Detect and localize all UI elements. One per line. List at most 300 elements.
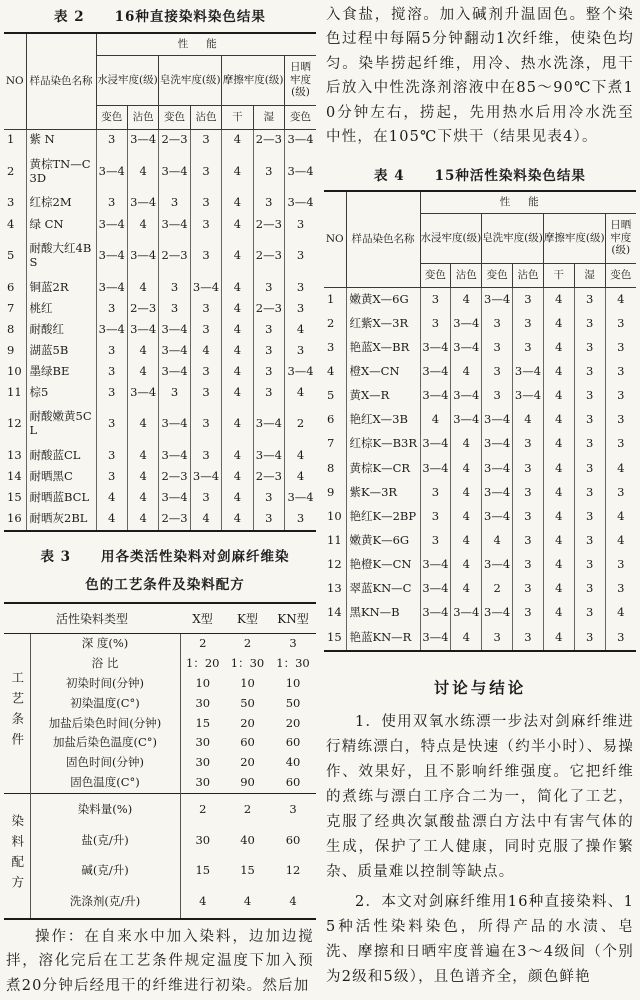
process-value: 3 bbox=[270, 794, 316, 826]
table-4-body bbox=[324, 287, 636, 651]
fastness-grade: 3—4 bbox=[127, 382, 158, 403]
process-value: 30 bbox=[195, 695, 211, 710]
fastness-grade: 4 bbox=[543, 625, 574, 651]
fastness-grade: 4 bbox=[543, 432, 574, 456]
table-row bbox=[4, 633, 316, 654]
fastness-grade: 4 bbox=[451, 529, 482, 553]
table-row bbox=[4, 151, 316, 193]
group-label bbox=[4, 794, 30, 919]
fastness-grade: 3 bbox=[190, 151, 221, 193]
direct-dye-results-table bbox=[4, 32, 316, 532]
dye-name: 艳红X—3B bbox=[346, 408, 420, 432]
dye-name: 耐酸蓝CL bbox=[26, 445, 96, 466]
table-row bbox=[4, 361, 316, 382]
fastness-grade: 4 bbox=[605, 287, 636, 312]
fastness-grade: 2—3 bbox=[127, 298, 158, 319]
process-value: 10 bbox=[195, 675, 211, 690]
fastness-grade: 3—4 bbox=[159, 340, 190, 361]
fastness-grade: 3 bbox=[513, 505, 544, 529]
row-number: 8 bbox=[4, 319, 26, 340]
fastness-grade: 3 bbox=[420, 505, 451, 529]
fastness-grade: 4 bbox=[451, 481, 482, 505]
header-light-fastness: 日晒牢度(级) bbox=[285, 55, 316, 105]
table-2-label: 表 2 bbox=[54, 9, 85, 25]
fastness-grade: 4 bbox=[127, 466, 158, 487]
reactive-dye-results-table bbox=[324, 190, 636, 652]
header-water-fastness: 水浸牢度(级) bbox=[420, 213, 482, 263]
table-row bbox=[324, 432, 636, 456]
header-sub: 沾色 bbox=[190, 105, 221, 129]
fastness-grade: 4 bbox=[543, 312, 574, 336]
process-value: 40 bbox=[240, 832, 255, 847]
conclusions bbox=[326, 710, 634, 990]
fastness-grade: 4 bbox=[127, 277, 158, 298]
table-row bbox=[324, 384, 636, 408]
fastness-grade: 3 bbox=[285, 214, 316, 235]
fastness-grade: 2—3 bbox=[253, 235, 284, 277]
fastness-grade: 3—4 bbox=[127, 129, 158, 151]
body-paragraph-right: 入食盐，搅溶。加入碱剂升温固色。整个染色过程中每隔5分钟翻动1次纤维，使染色均匀。染毕捞起纤维，用冷、热水洗涤，甩干后放入中性洗涤剂溶液中在85～90℃下煮10分钟左右，捞起，先用热水后用冷水洗至中性，在105℃下烘干（结果见表4）。 bbox=[326, 7, 634, 146]
fastness-grade: 4 bbox=[96, 508, 127, 531]
fastness-grade: 3—4 bbox=[285, 193, 316, 214]
fastness-grade: 3 bbox=[605, 553, 636, 577]
fastness-grade: 3 bbox=[253, 151, 284, 193]
fastness-grade: 3 bbox=[96, 129, 127, 151]
row-number: 13 bbox=[4, 445, 26, 466]
table-4-title bbox=[324, 163, 636, 189]
fastness-grade: 3—4 bbox=[420, 384, 451, 408]
body-paragraph-left: 操作：在自来水中加入染料，边加边搅拌，溶化完后在工艺条件规定温度下加入预煮20分钟后经甩干的纤维进行初染。然后加 bbox=[6, 929, 314, 994]
fastness-grade: 3 bbox=[513, 432, 544, 456]
fastness-grade: 2—3 bbox=[253, 298, 284, 319]
process-item: 加盐后染色时间(分钟) bbox=[30, 713, 180, 733]
table-row bbox=[4, 794, 316, 826]
process-item: 碱(克/升) bbox=[30, 856, 180, 886]
process-value: 2 bbox=[199, 635, 207, 650]
table-row bbox=[4, 856, 316, 886]
process-value: 4 bbox=[243, 894, 252, 909]
process-value: 40 bbox=[285, 755, 301, 770]
fastness-grade: 3 bbox=[605, 577, 636, 601]
fastness-grade: 3—4 bbox=[420, 432, 451, 456]
row-number: 11 bbox=[4, 382, 26, 403]
fastness-grade: 3 bbox=[605, 384, 636, 408]
fastness-grade: 4 bbox=[222, 361, 253, 382]
table-row bbox=[4, 235, 316, 277]
fastness-grade: 4 bbox=[222, 129, 253, 151]
fastness-grade: 2—3 bbox=[159, 235, 190, 277]
dye-name: 黄棕TN—C3D bbox=[26, 151, 96, 193]
process-value: 60 bbox=[285, 832, 301, 847]
fastness-grade: 2—3 bbox=[253, 466, 284, 487]
fastness-grade: 3 bbox=[513, 577, 544, 601]
header-sub: 变色 bbox=[482, 263, 513, 287]
fastness-grade: 3 bbox=[605, 408, 636, 432]
fastness-grade: 3—4 bbox=[482, 287, 513, 312]
process-item: 洗涤剂(克/升) bbox=[30, 886, 180, 919]
process-value: 60 bbox=[240, 735, 255, 750]
table-row bbox=[4, 773, 316, 794]
fastness-grade: 3 bbox=[96, 403, 127, 445]
header-sub: 变色 bbox=[159, 105, 190, 129]
table-4 bbox=[324, 190, 636, 652]
dye-name: 耐晒灰2BL bbox=[26, 508, 96, 531]
fastness-grade: 3 bbox=[96, 466, 127, 487]
fastness-grade: 3 bbox=[513, 625, 544, 651]
fastness-grade: 4 bbox=[127, 361, 158, 382]
table-2 bbox=[4, 32, 316, 532]
dye-name: 铜蓝2R bbox=[26, 277, 96, 298]
conclusion-paragraph: 1．使用双氧水练漂一步法对剑麻纤维进行精练漂白，特点是快速（约半小时）、易操作、效果好，且不影响纤维强度。它把纤维的煮练与漂白工序合二为一，简化了工艺，克服了经典次氯酸盐漂白方法中有害气体的生成，保护了工人健康，同时克服了操作繁杂、质量难以控制等缺点。 bbox=[326, 714, 634, 880]
header-no: NO bbox=[4, 33, 26, 129]
process-value: 90 bbox=[240, 775, 255, 790]
fastness-grade: 3—4 bbox=[513, 384, 544, 408]
fastness-grade: 3—4 bbox=[482, 481, 513, 505]
fastness-grade: 4 bbox=[605, 529, 636, 553]
fastness-grade: 4 bbox=[543, 336, 574, 360]
group-label-text: 染料配方 bbox=[9, 813, 25, 896]
process-item: 初染温度(C°) bbox=[30, 694, 180, 714]
fastness-grade: 3—4 bbox=[285, 151, 316, 193]
process-value: 20 bbox=[285, 715, 301, 730]
process-value: 50 bbox=[285, 695, 301, 710]
fastness-grade: 3 bbox=[513, 456, 544, 480]
fastness-grade: 3 bbox=[605, 360, 636, 384]
fastness-grade: 3—4 bbox=[451, 312, 482, 336]
fastness-grade: 3 bbox=[253, 193, 284, 214]
table-row bbox=[4, 277, 316, 298]
fastness-grade: 3—4 bbox=[159, 151, 190, 193]
row-number: 10 bbox=[4, 361, 26, 382]
dye-name: 紫 N bbox=[26, 129, 96, 151]
table-row bbox=[4, 654, 316, 674]
row-number: 12 bbox=[4, 403, 26, 445]
header-sample-name: 样品染色名称 bbox=[346, 191, 420, 287]
fastness-grade: 4 bbox=[543, 577, 574, 601]
fastness-grade: 4 bbox=[420, 408, 451, 432]
dye-name: 红紫X—3R bbox=[346, 312, 420, 336]
fastness-grade: 3—4 bbox=[159, 487, 190, 508]
dye-name: 黄X—R bbox=[346, 384, 420, 408]
fastness-grade: 3 bbox=[285, 235, 316, 277]
fastness-grade: 3 bbox=[190, 445, 221, 466]
fastness-grade: 4 bbox=[285, 319, 316, 340]
dye-name: 湖蓝5B bbox=[26, 340, 96, 361]
process-value: 30 bbox=[195, 755, 211, 770]
dye-name: 艳红K—2BP bbox=[346, 505, 420, 529]
fastness-grade: 3 bbox=[96, 340, 127, 361]
fastness-grade: 3 bbox=[574, 553, 605, 577]
fastness-grade: 4 bbox=[222, 298, 253, 319]
table-row bbox=[4, 487, 316, 508]
fastness-grade: 3—4 bbox=[482, 456, 513, 480]
process-value: 15 bbox=[195, 715, 211, 730]
process-item: 染料量(%) bbox=[30, 794, 180, 826]
table-row bbox=[324, 577, 636, 601]
fastness-grade: 3—4 bbox=[482, 505, 513, 529]
fastness-grade: 4 bbox=[451, 432, 482, 456]
header-column: X型 bbox=[180, 603, 225, 633]
fastness-grade: 3 bbox=[420, 481, 451, 505]
row-number: 2 bbox=[4, 151, 26, 193]
process-value: 10 bbox=[240, 675, 255, 690]
fastness-grade: 4 bbox=[222, 487, 253, 508]
fastness-grade: 4 bbox=[543, 408, 574, 432]
fastness-grade: 3—4 bbox=[420, 336, 451, 360]
fastness-grade: 4 bbox=[285, 445, 316, 466]
row-number: 5 bbox=[4, 235, 26, 277]
fastness-grade: 3 bbox=[574, 384, 605, 408]
fastness-grade: 3—4 bbox=[96, 214, 127, 235]
fastness-grade: 4 bbox=[543, 529, 574, 553]
fastness-grade: 4 bbox=[482, 529, 513, 553]
dye-name: 艳蓝X—BR bbox=[346, 336, 420, 360]
fastness-grade: 4 bbox=[222, 235, 253, 277]
fastness-grade: 3 bbox=[513, 529, 544, 553]
fastness-grade: 4 bbox=[96, 487, 127, 508]
dye-name: 墨绿BE bbox=[26, 361, 96, 382]
fastness-grade: 2 bbox=[482, 577, 513, 601]
process-value: 1：30 bbox=[276, 655, 310, 670]
fastness-grade: 3—4 bbox=[159, 403, 190, 445]
dye-name: 翠蓝KN—C bbox=[346, 577, 420, 601]
fastness-grade: 4 bbox=[222, 403, 253, 445]
table-row bbox=[4, 445, 316, 466]
fastness-grade: 4 bbox=[190, 508, 221, 531]
fastness-grade: 4 bbox=[285, 382, 316, 403]
fastness-grade: 3 bbox=[513, 312, 544, 336]
fastness-grade: 3 bbox=[96, 361, 127, 382]
table-row bbox=[4, 298, 316, 319]
process-value: 60 bbox=[285, 775, 301, 790]
fastness-grade: 3 bbox=[482, 384, 513, 408]
row-number: 7 bbox=[4, 298, 26, 319]
dye-name: 耐酸红 bbox=[26, 319, 96, 340]
process-item: 盐(克/升) bbox=[30, 825, 180, 855]
fastness-grade: 4 bbox=[222, 445, 253, 466]
row-number: 10 bbox=[324, 505, 346, 529]
table-2-caption: 16种直接染料染色结果 bbox=[114, 9, 266, 25]
process-value: 20 bbox=[240, 715, 255, 730]
fastness-grade: 3 bbox=[605, 336, 636, 360]
header-sub: 沾色 bbox=[127, 105, 158, 129]
group-label bbox=[4, 633, 30, 794]
fastness-grade: 3—4 bbox=[451, 601, 482, 625]
fastness-grade: 4 bbox=[451, 456, 482, 480]
table-row bbox=[324, 481, 636, 505]
fastness-grade: 3 bbox=[513, 601, 544, 625]
table-row bbox=[4, 193, 316, 214]
fastness-grade: 4 bbox=[222, 277, 253, 298]
header-sub: 湿 bbox=[574, 263, 605, 287]
fastness-grade: 3—4 bbox=[159, 319, 190, 340]
table-2-title bbox=[4, 4, 316, 30]
fastness-grade: 3 bbox=[605, 625, 636, 651]
fastness-grade: 3 bbox=[190, 382, 221, 403]
header-soaping-fastness: 皂洗牢度(级) bbox=[159, 55, 222, 105]
fastness-grade: 3 bbox=[190, 487, 221, 508]
fastness-grade: 4 bbox=[285, 466, 316, 487]
process-value: 4 bbox=[199, 894, 207, 909]
process-item: 固色温度(C°) bbox=[30, 773, 180, 794]
fastness-grade: 3 bbox=[574, 336, 605, 360]
header-soaping-fastness: 皂洗牢度(级) bbox=[482, 213, 544, 263]
fastness-grade: 3 bbox=[285, 508, 316, 531]
table-3-body bbox=[4, 633, 316, 919]
process-item: 浴 比 bbox=[30, 654, 180, 674]
table-row bbox=[324, 456, 636, 480]
fastness-grade: 3 bbox=[190, 298, 221, 319]
fastness-grade: 3—4 bbox=[451, 408, 482, 432]
header-sub: 沾色 bbox=[513, 263, 544, 287]
row-number: 14 bbox=[4, 466, 26, 487]
table-3 bbox=[4, 602, 316, 920]
fastness-grade: 4 bbox=[127, 340, 158, 361]
fastness-grade: 4 bbox=[222, 508, 253, 531]
group-label-text: 工艺条件 bbox=[9, 670, 25, 753]
header-dye-type: 活性染料类型 bbox=[4, 603, 180, 633]
table-row bbox=[4, 340, 316, 361]
header-properties: 性能 bbox=[420, 191, 636, 213]
process-value: 30 bbox=[195, 735, 211, 750]
row-number: 6 bbox=[324, 408, 346, 432]
fastness-grade: 4 bbox=[127, 151, 158, 193]
row-number: 4 bbox=[4, 214, 26, 235]
table-4-label: 表 4 bbox=[374, 168, 405, 184]
fastness-grade: 4 bbox=[543, 287, 574, 312]
table-row bbox=[324, 336, 636, 360]
header-sub: 干 bbox=[543, 263, 574, 287]
table-row bbox=[4, 466, 316, 487]
dye-name: 棕5 bbox=[26, 382, 96, 403]
row-number: 3 bbox=[4, 193, 26, 214]
fastness-grade: 3—4 bbox=[482, 408, 513, 432]
process-value: 15 bbox=[240, 863, 255, 878]
fastness-grade: 3—4 bbox=[482, 553, 513, 577]
fastness-grade: 2—3 bbox=[253, 214, 284, 235]
table-row bbox=[324, 505, 636, 529]
fastness-grade: 3 bbox=[574, 625, 605, 651]
table-row bbox=[4, 508, 316, 531]
dye-name: 桃红 bbox=[26, 298, 96, 319]
table-4-header bbox=[324, 191, 636, 287]
fastness-grade: 4 bbox=[543, 384, 574, 408]
fastness-grade: 4 bbox=[605, 505, 636, 529]
process-conditions-table bbox=[4, 602, 316, 920]
fastness-grade: 3—4 bbox=[253, 403, 284, 445]
table-3-title bbox=[34, 543, 296, 599]
process-value: 15 bbox=[195, 863, 211, 878]
fastness-grade: 3 bbox=[253, 508, 284, 531]
header-sample-name: 样品染色名称 bbox=[26, 33, 96, 129]
fastness-grade: 3 bbox=[482, 625, 513, 651]
process-item: 深 度(%) bbox=[30, 633, 180, 654]
dye-name: 耐晒蓝BCL bbox=[26, 487, 96, 508]
fastness-grade: 4 bbox=[222, 319, 253, 340]
fastness-grade: 2—3 bbox=[159, 466, 190, 487]
fastness-grade: 3—4 bbox=[420, 601, 451, 625]
fastness-grade: 4 bbox=[222, 151, 253, 193]
fastness-grade: 4 bbox=[127, 403, 158, 445]
table-row bbox=[4, 319, 316, 340]
table-row bbox=[324, 625, 636, 651]
header-sub: 沾色 bbox=[451, 263, 482, 287]
header-rubbing-fastness: 摩擦牢度(级) bbox=[222, 55, 285, 105]
fastness-grade: 3—4 bbox=[253, 445, 284, 466]
table-row bbox=[4, 753, 316, 773]
table-2-header bbox=[4, 33, 316, 129]
header-sub: 变色 bbox=[285, 105, 316, 129]
process-value: 20 bbox=[240, 755, 255, 770]
fastness-grade: 3 bbox=[574, 577, 605, 601]
dye-name: 红棕2M bbox=[26, 193, 96, 214]
row-number: 6 bbox=[4, 277, 26, 298]
table-row bbox=[324, 312, 636, 336]
fastness-grade: 3 bbox=[253, 361, 284, 382]
fastness-grade: 3 bbox=[574, 432, 605, 456]
fastness-grade: 3 bbox=[253, 382, 284, 403]
fastness-grade: 3 bbox=[190, 129, 221, 151]
fastness-grade: 2—3 bbox=[253, 129, 284, 151]
process-value: 50 bbox=[240, 695, 255, 710]
table-row bbox=[4, 674, 316, 694]
fastness-grade: 3—4 bbox=[159, 214, 190, 235]
fastness-grade: 3 bbox=[190, 235, 221, 277]
header-water-fastness: 水浸牢度(级) bbox=[96, 55, 159, 105]
fastness-grade: 3—4 bbox=[420, 625, 451, 651]
row-number: 16 bbox=[4, 508, 26, 531]
fastness-grade: 3—4 bbox=[190, 466, 221, 487]
row-number: 8 bbox=[324, 456, 346, 480]
process-value: 4 bbox=[289, 894, 297, 909]
table-row bbox=[324, 287, 636, 312]
fastness-grade: 3—4 bbox=[96, 277, 127, 298]
fastness-grade: 3 bbox=[605, 432, 636, 456]
section-heading: 讨论与结论 bbox=[433, 678, 527, 697]
row-number: 12 bbox=[324, 553, 346, 577]
header-sub: 干 bbox=[222, 105, 253, 129]
dye-name: 嫩黄K—6G bbox=[346, 529, 420, 553]
fastness-grade: 3 bbox=[482, 336, 513, 360]
fastness-grade: 3 bbox=[190, 403, 221, 445]
fastness-grade: 3 bbox=[96, 298, 127, 319]
fastness-grade: 3—4 bbox=[127, 235, 158, 277]
fastness-grade: 3 bbox=[574, 456, 605, 480]
fastness-grade: 3 bbox=[253, 319, 284, 340]
fastness-grade: 4 bbox=[451, 360, 482, 384]
process-value: 2 bbox=[243, 635, 252, 650]
fastness-grade: 3—4 bbox=[420, 360, 451, 384]
table-row bbox=[4, 733, 316, 753]
fastness-grade: 4 bbox=[543, 553, 574, 577]
table-row bbox=[4, 886, 316, 919]
header-column: KN型 bbox=[270, 603, 316, 633]
fastness-grade: 4 bbox=[127, 487, 158, 508]
fastness-grade: 3 bbox=[159, 382, 190, 403]
fastness-grade: 3—4 bbox=[159, 361, 190, 382]
table-row bbox=[324, 360, 636, 384]
dye-name: 橙X—CN bbox=[346, 360, 420, 384]
table-row bbox=[4, 713, 316, 733]
fastness-grade: 4 bbox=[605, 456, 636, 480]
fastness-grade: 3 bbox=[513, 553, 544, 577]
header-no: NO bbox=[324, 191, 346, 287]
conclusion-paragraph: 2．本文对剑麻纤维用16种直接染料、15种活性染料染色，所得产品的水渍、皂洗、摩擦和日晒牢度普遍在3～4级间（个别为2级和5级），且色谱齐全，颜色鲜艳 bbox=[326, 894, 634, 985]
fastness-grade: 3 bbox=[159, 277, 190, 298]
fastness-grade: 4 bbox=[543, 481, 574, 505]
fastness-grade: 3 bbox=[96, 382, 127, 403]
process-value: 30 bbox=[195, 775, 211, 790]
